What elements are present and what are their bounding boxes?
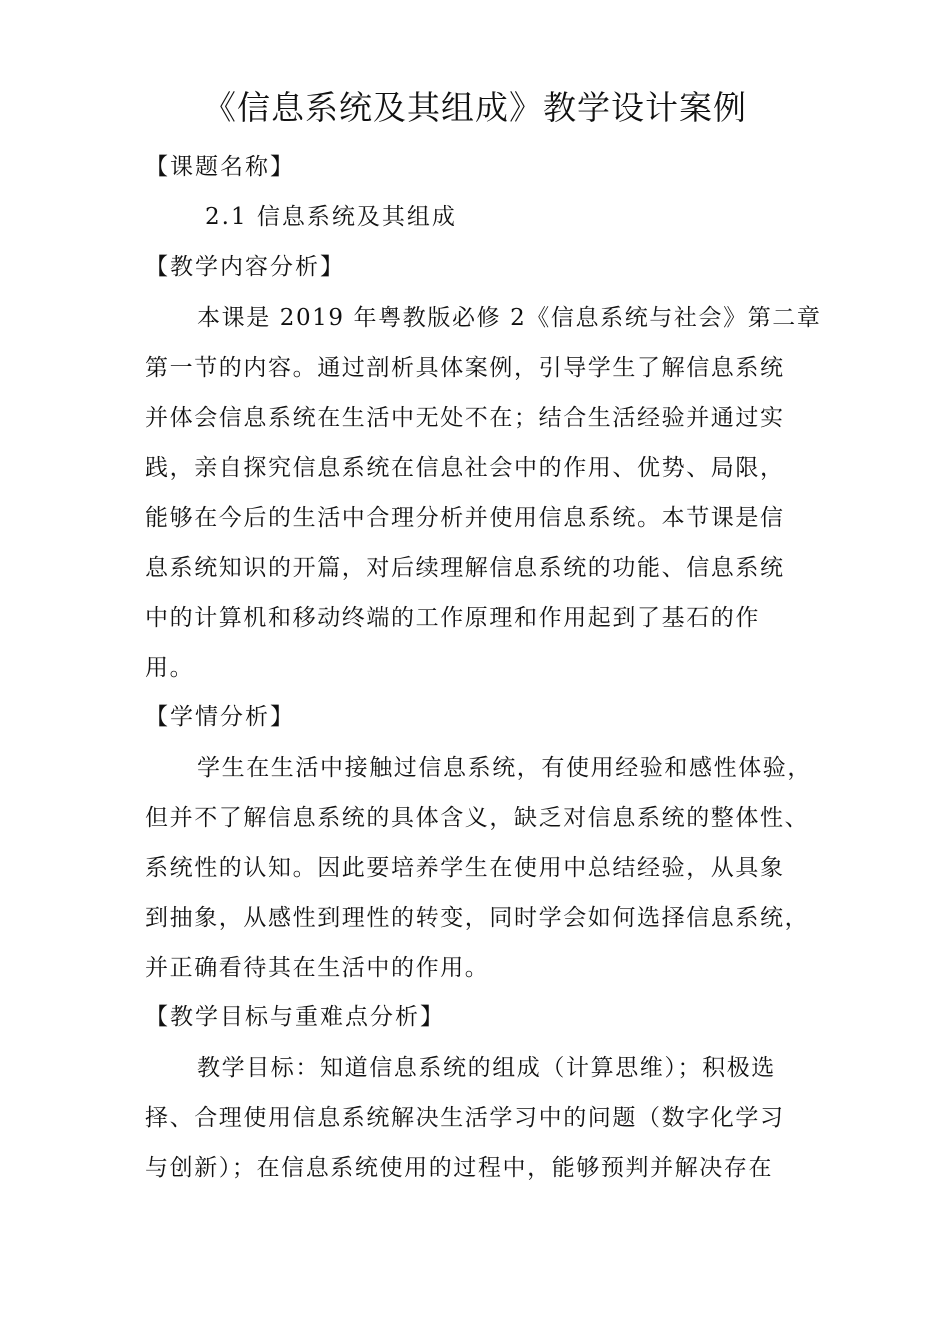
paragraph-line: 并正确看待其在生活中的作用。 [145, 955, 490, 981]
paragraph-line: 到抽象，从感性到理性的转变，同时学会如何选择信息系统， [145, 905, 810, 931]
section-heading-student-analysis: 【学情分析】 [145, 704, 295, 730]
document-title: 《信息系统及其组成》教学设计案例 [203, 88, 747, 127]
paragraph-line: 能够在今后的生活中合理分析并使用信息系统。本节课是信 [145, 505, 785, 531]
paragraph-line: 但并不了解信息系统的具体含义，缺乏对信息系统的整体性、 [145, 805, 810, 831]
paragraph-line: 中的计算机和移动终端的工作原理和作用起到了基石的作 [145, 605, 760, 631]
section-heading-objectives: 【教学目标与重难点分析】 [145, 1004, 445, 1030]
paragraph-line: 教学目标：知道信息系统的组成（计算思维）；积极选 [197, 1055, 776, 1081]
section-heading-content-analysis: 【教学内容分析】 [145, 254, 345, 280]
paragraph-line: 践，亲自探究信息系统在信息社会中的作用、优势、局限， [145, 455, 785, 481]
paragraph-line: 本课是 2019 年粤教版必修 2《信息系统与社会》第二章 [197, 305, 822, 331]
paragraph-line: 与创新）；在信息系统使用的过程中，能够预判并解决存在 [145, 1155, 774, 1181]
paragraph-line: 用。 [145, 655, 195, 681]
paragraph-line: 第一节的内容。通过剖析具体案例，引导学生了解信息系统 [145, 355, 785, 381]
objectives-paragraph [145, 1043, 825, 1193]
paragraph-line: 并体会信息系统在生活中无处不在；结合生活经验并通过实 [145, 405, 785, 431]
paragraph-line: 择、合理使用信息系统解决生活学习中的问题（数字化学习 [145, 1105, 785, 1131]
paragraph-line: 系统性的认知。因此要培养学生在使用中总结经验，从具象 [145, 855, 785, 881]
content-analysis-paragraph [145, 293, 825, 693]
section-heading-topic-name: 【课题名称】 [145, 154, 295, 180]
paragraph-line: 息系统知识的开篇，对后续理解信息系统的功能、信息系统 [145, 555, 785, 581]
topic-name-text: 2.1 信息系统及其组成 [205, 204, 457, 230]
paragraph-line: 学生在生活中接触过信息系统，有使用经验和感性体验， [197, 755, 812, 781]
student-analysis-paragraph [145, 743, 825, 993]
